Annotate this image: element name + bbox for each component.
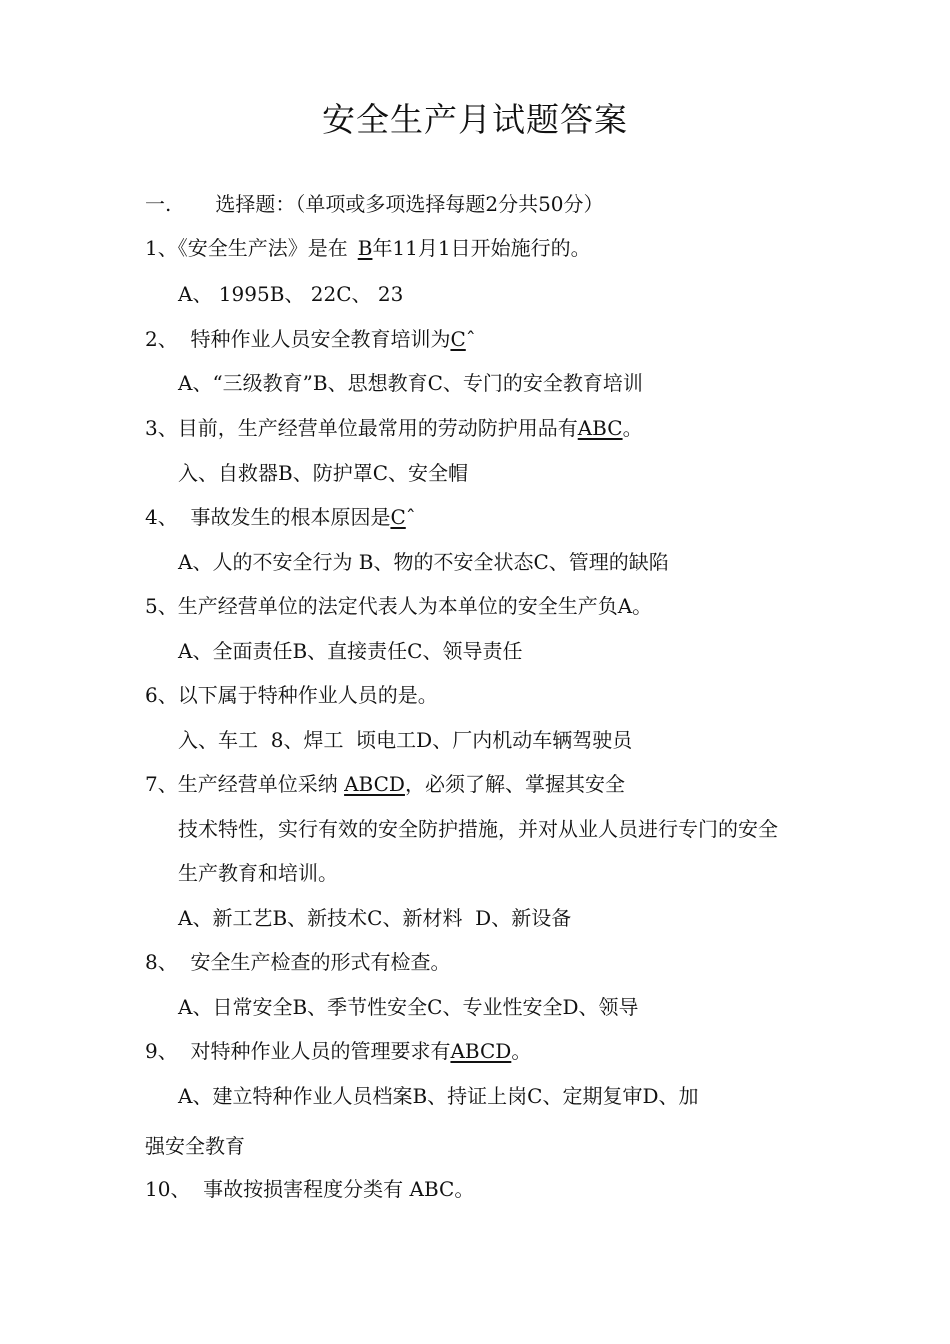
question-6: 6、以下属于特种作业人员的是。	[145, 683, 438, 707]
question-7-options: A、新工艺B、新技术C、新材料 D、新设备	[178, 906, 572, 930]
question-4-options: A、人的不安全行为 B、物的不安全状态C、管理的缺陷	[178, 550, 669, 574]
answer-blank: ABCD	[344, 772, 405, 796]
question-7-continuation: 生产教育和培训。	[178, 861, 338, 885]
question-7-continuation: 技术特性，实行有效的安全防护措施，并对从业人员进行专门的安全	[178, 817, 778, 841]
question-2: 2、 特种作业人员安全教育培训为Cˆ	[145, 327, 476, 351]
answer-blank: C	[450, 327, 466, 351]
question-5: 5、生产经营单位的法定代表人为本单位的安全生产负A。	[145, 594, 653, 618]
question-5-options: A、全面责任B、直接责任C、领导责任	[178, 639, 523, 663]
question-9-options: A、建立特种作业人员档案B、持证上岗C、定期复审D、加	[178, 1084, 699, 1108]
section-heading	[145, 190, 604, 218]
section-number: 一.	[145, 192, 172, 216]
question-3-options: 入、自救器B、防护罩C、安全帽	[178, 461, 468, 485]
question-8-options: A、日常安全B、季节性安全C、专业性安全D、领导	[178, 995, 639, 1019]
question-1-options: A、 1995B、 22C、 23	[178, 282, 404, 306]
question-9: 9、 对特种作业人员的管理要求有ABCD。	[145, 1039, 532, 1063]
question-1: 1、《安全生产法》是在 B年11月1日开始施行的。	[145, 236, 591, 260]
answer-blank: ABC	[577, 416, 623, 440]
question-7: 7、生产经营单位采纳 ABCD，必须了解、掌握其安全	[145, 772, 625, 796]
question-6-options: 入、车工 8、焊工 顷电工D、厂内机动车辆驾驶员	[178, 728, 633, 752]
question-9-options-wrap: 强安全教育	[145, 1134, 245, 1158]
question-10: 10、 事故按损害程度分类有 ABC。	[145, 1177, 475, 1201]
answer-blank: C	[390, 505, 406, 529]
section-heading-text: 选择题：（单项或多项选择每题2分共50分）	[215, 192, 604, 216]
page-title: 安全生产月试题答案	[322, 100, 628, 139]
question-4: 4、 事故发生的根本原因是Cˆ	[145, 505, 416, 529]
question-2-options: A、“三级教育”B、思想教育C、专门的安全教育培训	[178, 371, 643, 395]
answer-blank: ABCD	[450, 1039, 512, 1063]
question-3: 3、目前，生产经营单位最常用的劳动防护用品有ABC。	[145, 416, 643, 440]
answer-blank: B	[357, 236, 373, 260]
question-8: 8、 安全生产检查的形式有检查。	[145, 950, 451, 974]
